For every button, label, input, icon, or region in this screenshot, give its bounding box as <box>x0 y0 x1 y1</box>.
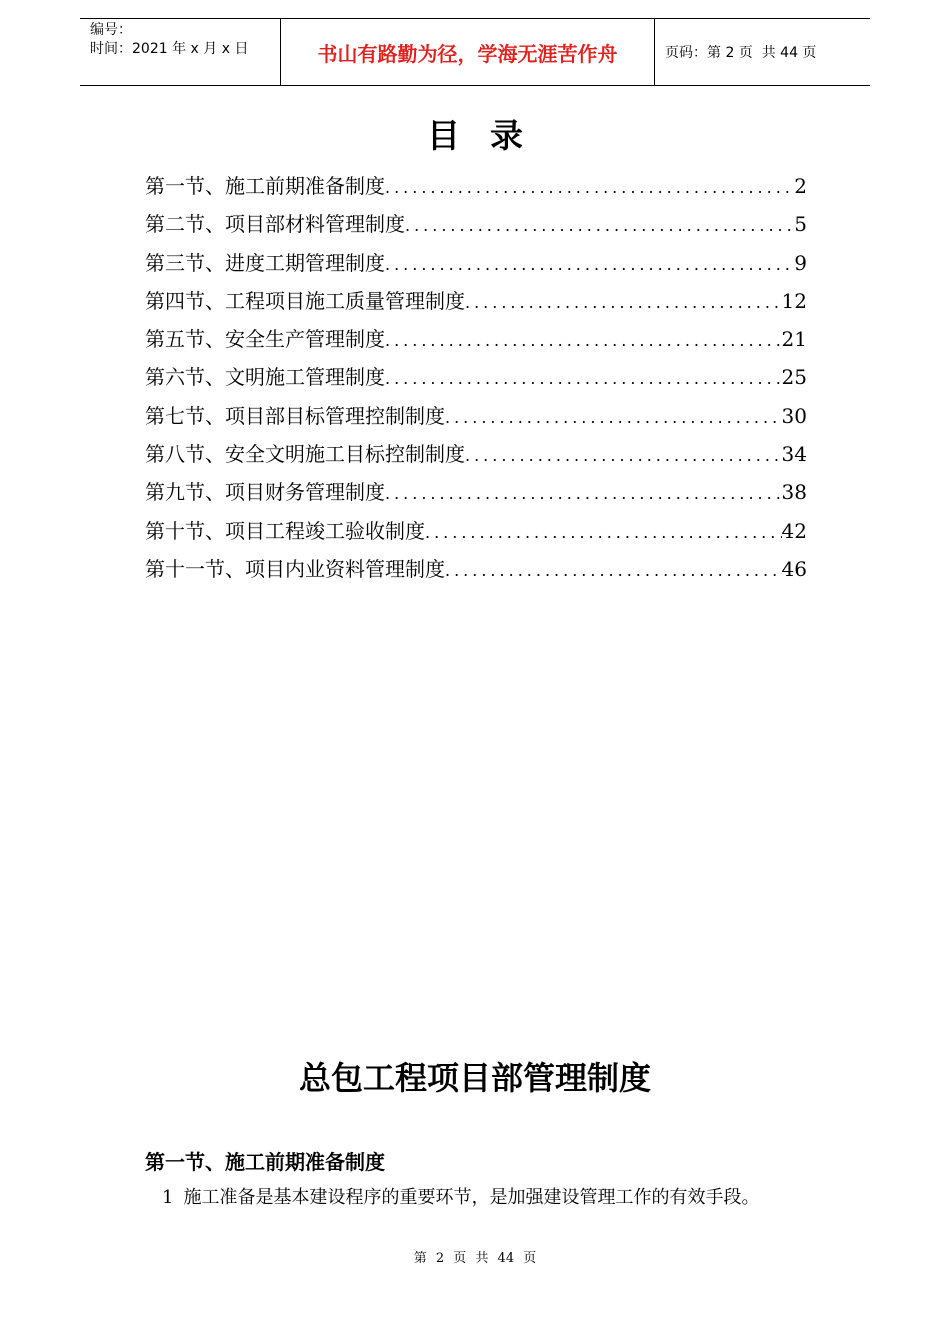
toc-entry-label: 第十一节、项目内业资料管理制度 <box>145 556 445 581</box>
toc-entry-label: 第二节、项目部材料管理制度 <box>145 212 405 237</box>
toc-leader-dots <box>385 178 794 197</box>
header-slogan: 书山有路勤为径，学海无涯苦作舟 <box>281 19 655 85</box>
document-header <box>80 18 870 86</box>
toc-entry-label: 第四节、工程项目施工质量管理制度 <box>145 288 465 313</box>
toc-entry-page: 12 <box>781 288 807 313</box>
header-time-label: 时间：2021 年 x 月 x 日 <box>90 41 249 57</box>
toc-entry-page: 34 <box>781 442 807 467</box>
toc-entry-page: 5 <box>794 212 807 237</box>
header-number-label: 编号： <box>90 22 132 38</box>
toc-entry-page: 9 <box>794 250 807 275</box>
header-info-cell <box>80 19 281 85</box>
toc-entry-label: 第九节、项目财务管理制度 <box>145 480 385 505</box>
toc-title: 目录 <box>427 116 553 155</box>
toc-entry-page: 30 <box>781 403 807 428</box>
toc-entry[interactable] <box>145 476 807 514</box>
toc-entry-label: 第七节、项目部目标管理控制制度 <box>145 403 445 428</box>
toc-entry[interactable] <box>145 515 807 553</box>
toc-entry-page: 42 <box>781 518 807 543</box>
toc-entry[interactable] <box>145 247 807 285</box>
toc-entry[interactable] <box>145 438 807 476</box>
toc-entry-label: 第一节、施工前期准备制度 <box>145 174 385 198</box>
toc-entry-label: 第三节、进度工期管理制度 <box>145 250 385 275</box>
document-title: 总包工程项目部管理制度 <box>298 1059 651 1097</box>
paragraph-number: 1 <box>162 1187 174 1208</box>
toc-leader-dots <box>385 255 794 274</box>
toc-leader-dots <box>465 293 782 312</box>
toc-leader-dots <box>385 331 782 350</box>
header-page-info: 页码：第 2 页 共 44 页 <box>665 45 817 61</box>
page-footer: 第 2 页 共 44 页 <box>413 1251 537 1266</box>
toc-entry-page: 2 <box>794 174 807 198</box>
toc-leader-dots <box>445 408 782 427</box>
toc-leader-dots <box>385 369 782 388</box>
toc-entry-label: 第八节、安全文明施工目标控制制度 <box>145 442 465 467</box>
toc-leader-dots <box>385 484 782 503</box>
toc-entry-page: 46 <box>781 556 807 581</box>
paragraph-text: 施工准备是基本建设程序的重要环节，是加强建设管理工作的有效手段。 <box>183 1187 760 1208</box>
toc-leader-dots <box>445 561 782 580</box>
toc-entry-page: 38 <box>781 480 807 505</box>
toc-entry[interactable] <box>145 170 807 208</box>
toc-entry-page: 25 <box>781 365 807 390</box>
toc-leader-dots <box>405 216 794 235</box>
toc-entry[interactable] <box>145 400 807 438</box>
toc-entry[interactable] <box>145 323 807 361</box>
header-page-info-cell <box>655 19 870 85</box>
toc-entry-label: 第五节、安全生产管理制度 <box>145 327 385 352</box>
toc-entry-label: 第十节、项目工程竣工验收制度 <box>145 518 425 543</box>
toc-entry[interactable] <box>145 285 807 323</box>
toc-entry-page: 21 <box>781 327 807 352</box>
toc-entry[interactable] <box>145 208 807 246</box>
toc-leader-dots <box>425 523 782 542</box>
toc-leader-dots <box>465 446 782 465</box>
toc-entry[interactable] <box>145 361 807 399</box>
table-of-contents <box>145 170 807 591</box>
toc-entry-label: 第六节、文明施工管理制度 <box>145 365 385 390</box>
toc-entry[interactable] <box>145 553 807 591</box>
section-heading: 第一节、施工前期准备制度 <box>145 1150 385 1174</box>
body-paragraph <box>162 1183 759 1209</box>
